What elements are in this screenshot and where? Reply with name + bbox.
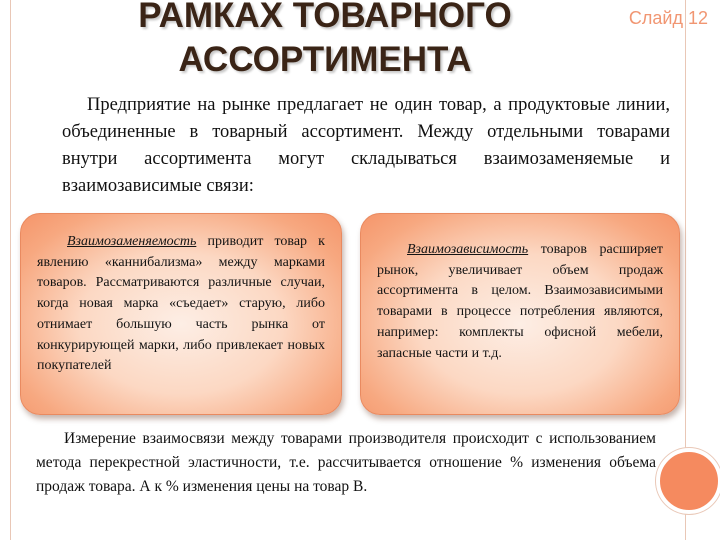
slide-title-line-1: РАМКАХ ТОВАРНОГО <box>138 0 512 35</box>
substitutes-description: приводит товар к явлению «каннибализма» между марками товаров. Рассматриваются различные случаи, когда новая марка «съедает» старую, либо отнимает большую часть рынка от конкурирующей марки, либо привлекает новых покупателей <box>37 234 325 374</box>
intro-paragraph: Предприятие на рынке предлагает не один товар, а продуктовые линии, объединенные в товарный ассортимент. Между отдельными товарами внутри ассортимента могут складываться взаимозаменяемые и взаимозависимые связи: <box>62 95 670 196</box>
slide-title-line-2: АССОРТИМЕНТА <box>178 40 472 79</box>
decorative-circle <box>656 448 720 514</box>
complements-text <box>377 240 663 364</box>
substitutes-box <box>20 213 342 415</box>
slide-title <box>90 0 560 82</box>
complements-term: Взаимозависимость <box>407 242 529 257</box>
substitutes-term: Взаимозаменяемость <box>67 234 197 249</box>
complements-description: товаров расширяет рынок, увеличивает объем продаж ассортимента в целом. Взаимозависимыми товарами в процессе потребления являются, например: комплекты офисной мебели, запасные части и т.д. <box>377 242 663 361</box>
substitutes-text <box>37 232 325 377</box>
slide-number: Слайд 12 <box>628 8 708 28</box>
complements-box <box>360 213 680 415</box>
bottom-paragraph: Измерение взаимосвязи между товарами производителя происходит с использованием метода перекрестной эластичности, т.е. рассчитывается отношение % изменения объема продаж товара. А к % изменения цены на товар В. <box>36 430 656 495</box>
